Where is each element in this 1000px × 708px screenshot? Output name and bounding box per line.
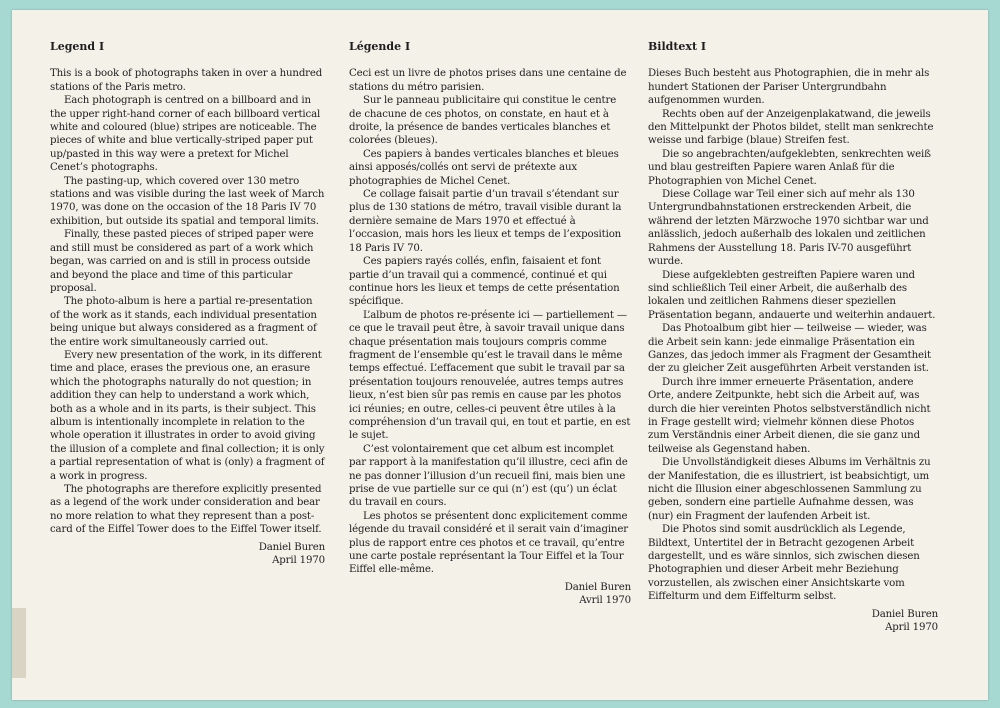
column-english (50, 40, 325, 567)
paragraph: Diese aufgeklebten gestreiften Papiere waren und sind schließlich Teil einer Arbeit, die außerhalb des lokalen und zeitlichen Rahmens dieser speziellen Präsentation begann, andauerte und weiterhin andauert. (648, 269, 936, 321)
paragraph: Ces papiers rayés collés, enfin, faisaient et font partie d’un travail qui a commencé, continué et qui continue hors les lieux et temps de cette présentation spécifique. (349, 256, 620, 308)
heading-german: Bildtext I (648, 40, 707, 53)
date: April 1970 (272, 555, 325, 567)
paragraph: Ceci est un livre de photos prises dans une centaine de stations du métro parisien. (349, 68, 627, 93)
paragraph: Ces papiers à bandes verticales blanches et bleues ainsi apposés/collés ont servi de prétexte aux photographies de Michel Cenet. (349, 148, 619, 187)
heading-english: Legend I (50, 40, 105, 53)
author-name: Daniel Buren (258, 541, 325, 553)
signature-german (648, 608, 938, 635)
paragraph: Die Photos sind somit ausdrücklich als Legende, Bildtext, Untertitel der in Betracht gezogenen Arbeit dargestellt, und es wäre sinnlos, sich zwischen diesen Photographien und dieser Arbeit mehr Beziehung vorzustellen, als zwischen einer Ansichtskarte vom Eiffelturm und dem Eiffelturm selbst. (648, 524, 920, 603)
paragraph: The photo-album is here a partial re-presentation of the work as it stands, each individual presentation being unique but always considered as a fragment of the entire work simultaneously carried out. (50, 296, 317, 348)
paragraph: Die Unvollständigkeit dieses Albums im Verhältnis zu der Manifestation, die es illustriert, ist beabsichtigt, um nicht die Illusion einer abgeschlossenen Sammlung zu geben, sondern eine partielle Aufnahme dessen, was (nur) ein Fragment der laufenden Arbeit ist. (648, 457, 931, 522)
paragraph: C’est volontairement que cet album est incomplet par rapport à la manifestation qu’il illustre, ceci afin de ne pas donner l’illusion d’un recueil fini, mais bien une prise de vue partielle sur ce qui (n’) est (qu’) un éclat du travail en cours. (349, 443, 628, 509)
paragraph: Durch ihre immer erneuerte Präsentation, andere Orte, andere Zeitpunkte, hebt sich die Arbeit auf, was durch die hier vereinten Photos selbstverständlich nicht in Frage gestellt wird; vielmehr können diese Photos zum Verständnis einer Arbeit dienen, die sie ganz und teilweise als Gegenstand haben. (648, 376, 931, 455)
heading-french: Légende I (349, 40, 411, 53)
paragraph: Das Photoalbum gibt hier — teilweise — wieder, was die Arbeit sein kann: jede einmalige Präsentation ein Ganzes, das jedoch immer als Fragment der Gesamtheit der zu gleicher Zeit ausgeführten Arbeit verstanden ist. (648, 323, 931, 375)
paragraph: Rechts oben auf der Anzeigenplakatwand, die jeweils den Mittelpunkt der Photos bildet, stellt man senkrechte weisse und farbige (blaue) Streifen fest. (648, 108, 934, 147)
document-page (12, 10, 988, 700)
author-name: Daniel Buren (564, 581, 631, 593)
paragraph: Ce collage faisait partie d’un travail s’étendant sur plus de 130 stations de métro, travail visible durant la dernière semaine de Mars 1970 et effectué à l’occasion, mais hors les lieux et temps de l’exposition 18 Paris IV 70. (349, 189, 622, 254)
page-edge-tab (12, 608, 26, 678)
paragraph: Sur le panneau publicitaire qui constitue le centre de chacune de ces photos, on constate, en haut et à droite, la présence de bandes verticales blanches et colorées (bleues). (349, 95, 617, 147)
paragraph: Dieses Buch besteht aus Photographien, die in mehr als hundert Stationen der Pariser Untergrundbahn aufgenommen wurden. (648, 68, 930, 107)
date: April 1970 (885, 622, 938, 634)
paragraph: Every new presentation of the work, in its different time and place, erases the previous one, an erasure which the photographs naturally do not question; in addition they can help to understand a work which, both as a whole and in its parts, is their subject. This album is intentionally incomplete in relation to the whole operation it illustrates in order to avoid giving the illusion of a complete and final collection; it is only a partial representation of what is (only) a fragment of a work in progress. (50, 349, 325, 482)
paragraph: Les photos se présentent donc explicitement comme légende du travail considéré et il serait vain d’imaginer plus de rapport entre ces photos et ce travail, qu’entre une carte postale représentant la Tour Eiffel et la Tour Eiffel elle-même. (349, 510, 628, 576)
paragraph: L’album de photos re-présente ici — partiellement — ce que le travail peut être, à savoir travail unique dans chaque présentation mais toujours compris comme fragment de l’ensemble qu’est le travail dans le même temps effectué. L’effacement que subit le travail par sa présentation toujours renouvelée, autres temps autres lieux, n’est bien sûr pas remis en cause par les photos ici réunies; en outre, celles-ci peuvent être utiles à la compréhension d’un travail qui, en tout et partie, en est le sujet. (349, 309, 631, 442)
paragraph: This is a book of photographs taken in over a hundred stations of the Paris metro. (50, 68, 323, 93)
column-german (648, 40, 938, 634)
paragraph: Diese Collage war Teil einer sich auf mehr als 130 Untergrundbahnstationen erstreckenden Arbeit, die während der letzten Märzwoche 1970 sichtbar war und anlässlich, jedoch außerhalb des lokalen und zeitlichen Rahmens der Ausstellung 18. Paris IV-70 ausgeführt wurde. (648, 189, 929, 268)
paragraph: The pasting-up, which covered over 130 metro stations and was visible during the last week of March 1970, was done on the occasion of the 18 Paris IV 70 exhibition, but outside its spatial and temporal limits. (50, 175, 325, 227)
paragraph: Die so angebrachten/aufgeklebten, senkrechten weiß und blau gestreiften Papiere waren Anlaß für die Photographien von Michel Cenet. (648, 148, 931, 187)
column-french (349, 40, 631, 608)
paragraph: The photographs are therefore explicitly presented as a legend of the work under consideration and bear no more relation to what they represent than a post-card of the Eiffel Tower does to the Eiffel Tower itself. (50, 484, 322, 536)
signature-french (349, 581, 631, 608)
signature-english (50, 541, 325, 568)
paragraph: Finally, these pasted pieces of striped paper were and still must be considered as part of a work which began, was carried on and is still in process outside and beyond the place and time of this particular proposal. (50, 229, 314, 294)
author-name: Daniel Buren (871, 608, 938, 620)
paragraph: Each photograph is centred on a billboard and in the upper right-hand corner of each billboard vertical white and coloured (blue) stripes are noticeable. The pieces of white and blue vertically-striped paper put up/pasted in this way were a pretext for Michel Cenet’s photographs. (50, 95, 321, 174)
date: Avril 1970 (579, 595, 631, 607)
